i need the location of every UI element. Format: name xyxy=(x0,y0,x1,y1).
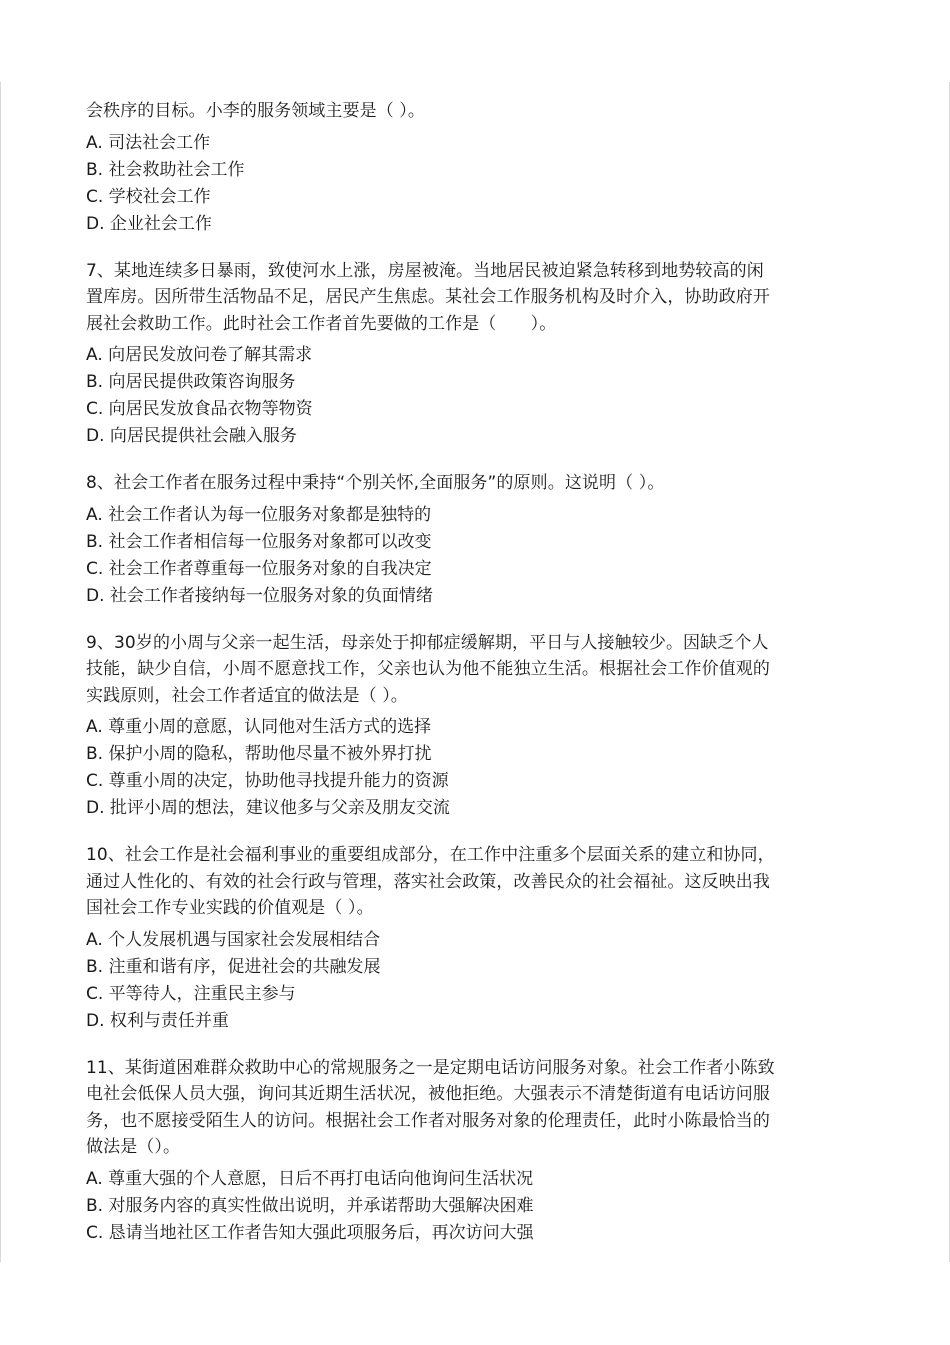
question-line: 实践原则，社会工作者适宜的做法是（ ）。 xyxy=(86,685,408,706)
answer-option: C. 学校社会工作 xyxy=(86,186,211,207)
answer-option: A. 尊重小周的意愿，认同他对生活方式的选择 xyxy=(86,717,432,737)
question-text xyxy=(86,258,866,338)
answer-option: D. 批评小周的想法，建议他多与父亲及朋友交流 xyxy=(86,798,450,818)
question-line: 7、某地连续多日暴雨，致使河水上涨，房屋被淹。当地居民被迫紧急转移到地势较高的闲 xyxy=(86,260,764,281)
answer-option: D. 权利与责任并重 xyxy=(86,1010,229,1031)
answer-option: B. 社会工作者相信每一位服务对象都可以改变 xyxy=(86,531,432,552)
question-block xyxy=(86,98,866,238)
answer-option: A. 司法社会工作 xyxy=(86,132,211,153)
question-line: 务，也不愿接受陌生人的访问。根据社会工作者对服务对象的伦理责任，此时小陈最恰当的 xyxy=(86,1110,770,1131)
answer-option: A. 社会工作者认为每一位服务对象都是独特的 xyxy=(86,504,432,525)
answer-option: A. 向居民发放问卷了解其需求 xyxy=(86,345,313,365)
answer-option: D. 向居民提供社会融入服务 xyxy=(86,426,297,446)
question-text xyxy=(86,470,866,497)
answer-option: C. 平等待人，注重民主参与 xyxy=(86,983,296,1004)
question-text xyxy=(86,98,866,125)
question-line: 置库房。因所带生活物品不足，居民产生焦虑。某社会工作服务机构及时介入，协助政府开 xyxy=(86,287,770,307)
question-text xyxy=(86,842,866,922)
document-content xyxy=(86,98,866,1267)
answer-option: C. 恳请当地社区工作者告知大强此项服务后，再次访问大强 xyxy=(86,1222,534,1243)
question-text xyxy=(86,630,866,710)
page-edge-left xyxy=(0,82,1,1262)
question-line: 10、社会工作是社会福利事业的重要组成部分，在工作中注重多个层面关系的建立和协同， xyxy=(86,845,775,865)
answer-option: B. 社会救助社会工作 xyxy=(86,159,245,180)
answer-option: B. 保护小周的隐私，帮助他尽量不被外界打扰 xyxy=(86,744,432,764)
answer-option: B. 注重和谐有序，促进社会的共融发展 xyxy=(86,956,381,977)
question-block xyxy=(86,258,866,451)
answer-option: D. 社会工作者接纳每一位服务对象的负面情绪 xyxy=(86,585,433,606)
question-block xyxy=(86,1055,866,1247)
answer-option: C. 尊重小周的决定，协助他寻找提升能力的资源 xyxy=(86,771,449,791)
question-line: 技能，缺少自信，小周不愿意找工作，父亲也认为他不能独立生活。根据社会工作价值观的 xyxy=(86,659,770,679)
question-line: 9、30岁的小周与父亲一起生活，母亲处于抑郁症缓解期，平日与人接触较少。因缺乏个人 xyxy=(86,632,769,653)
question-line: 会秩序的目标。小李的服务领域主要是（ ）。 xyxy=(86,101,426,121)
answer-option: A. 个人发展机遇与国家社会发展相结合 xyxy=(86,929,381,950)
question-block xyxy=(86,470,866,610)
answer-option: C. 向居民发放食品衣物等物资 xyxy=(86,399,313,419)
question-text xyxy=(86,1055,866,1161)
answer-option: C. 社会工作者尊重每一位服务对象的自我决定 xyxy=(86,558,432,579)
question-line: 11、某街道困难群众救助中心的常规服务之一是定期电话访问服务对象。社会工作者小陈致 xyxy=(86,1057,775,1078)
question-line: 8、社会工作者在服务过程中秉持“个别关怀,全面服务”的原则。这说明（ ）。 xyxy=(86,473,665,493)
question-line: 做法是（）。 xyxy=(86,1137,181,1157)
question-line: 电社会低保人员大强，询问其近期生活状况，被他拒绝。大强表示不清楚街道有电话访问服 xyxy=(86,1084,770,1104)
question-block xyxy=(86,842,866,1035)
answer-option: B. 对服务内容的真实性做出说明，并承诺帮助大强解决困难 xyxy=(86,1195,534,1216)
question-line: 国社会工作专业实践的价值观是（ ）。 xyxy=(86,898,374,918)
answer-option: D. 企业社会工作 xyxy=(86,213,212,234)
question-line: 通过人性化的、有效的社会行政与管理，落实社会政策，改善民众的社会福祉。这反映出我 xyxy=(86,871,770,892)
question-block xyxy=(86,630,866,823)
answer-option: A. 尊重大强的个人意愿，日后不再打电话向他询问生活状况 xyxy=(86,1168,534,1189)
question-line: 展社会救助工作。此时社会工作者首先要做的工作是（ ）。 xyxy=(86,313,557,334)
answer-option: B. 向居民提供政策咨询服务 xyxy=(86,372,296,392)
